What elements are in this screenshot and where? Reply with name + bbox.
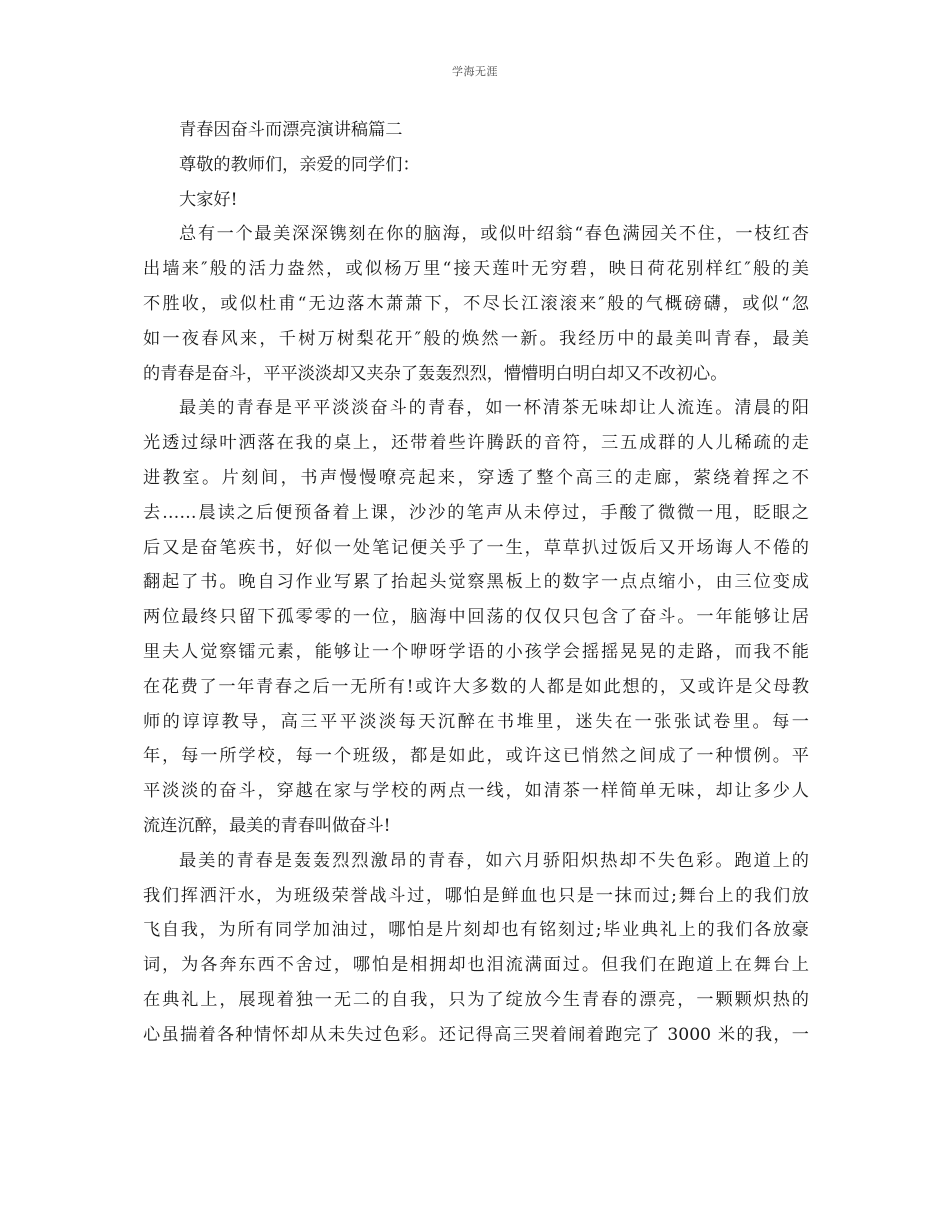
page-header: 学海无涯 (452, 65, 498, 78)
text-line: 出墙来″般的活力盎然，或似杨万里“接天莲叶无穷碧，映日荷花别样红″般的美 (143, 259, 809, 280)
text-line: 光透过绿叶洒落在我的桌上，还带着些许腾跃的音符，三五成群的人儿稀疏的走 (143, 433, 809, 454)
text-line: 心虽揣着各种情怀却从未失过色彩。还记得高三哭着闹着跑完了 3000 米的我，一 (143, 1024, 809, 1045)
text-line: 青春因奋斗而漂亮演讲稿篇二 (179, 120, 403, 140)
document-body (143, 113, 809, 1053)
text-line: 如一夜春风来，千树万树梨花开″般的焕然一新。我经历中的最美叫青春，最美 (143, 328, 809, 349)
text-line: 去……晨读之后便预备着上课，沙沙的笔声从未停过，手酸了微微一甩，眨眼之 (143, 502, 809, 523)
text-line: 进教室。片刻间，书声慢慢嘹亮起来，穿透了整个高三的走廊，萦绕着挥之不 (143, 467, 809, 488)
text-line: 总有一个最美深深镌刻在你的脑海，或似叶绍翁“春色满园关不住，一枝红杏 (179, 224, 809, 245)
text-line: 在花费了一年青春之后一无所有!或许大多数的人都是如此想的，又或许是父母教 (143, 676, 809, 697)
text-line: 翻起了书。晚自习作业写累了抬起头觉察黑板上的数字一点点缩小，由三位变成 (143, 572, 809, 593)
text-line: 年，每一所学校，每一个班级，都是如此，或许这已悄然之间成了一种惯例。平 (143, 746, 809, 767)
text-line: 在典礼上，展现着独一无二的自我，只为了绽放今生青春的漂亮，一颗颗炽热的 (143, 989, 809, 1010)
text-line: 的青春是奋斗，平平淡淡却又夹杂了轰轰烈烈，懵懵明白明白却又不改初心。 (143, 363, 728, 384)
text-line: 不胜收，或似杜甫“无边落木萧萧下，不尽长江滚滚来″般的气概磅礴，或似“忽 (143, 293, 809, 314)
text-line: 后又是奋笔疾书，好似一处笔记便关乎了一生，草草扒过饭后又开场诲人不倦的 (143, 537, 809, 558)
text-line: 尊敬的教师们，亲爱的同学们： (179, 154, 420, 175)
text-line: 最美的青春是平平淡淡奋斗的青春，如一杯清茶无味却让人流连。清晨的阳 (179, 398, 809, 419)
text-line: 两位最终只留下孤零零的一位，脑海中回荡的仅仅只包含了奋斗。一年能够让居 (143, 607, 809, 628)
text-line: 流连沉醉，最美的青春叫做奋斗! (143, 815, 391, 836)
text-line: 词，为各奔东西不舍过，哪怕是相拥却也泪流满面过。但我们在跑道上在舞台上 (143, 955, 809, 976)
text-line: 最美的青春是轰轰烈烈激昂的青春，如六月骄阳炽热却不失色彩。跑道上的 (179, 850, 809, 871)
text-line: 里夫人觉察镭元素，能够让一个咿呀学语的小孩学会摇摇晃晃的走路，而我不能 (143, 641, 809, 662)
text-line: 飞自我，为所有同学加油过，哪怕是片刻却也有铭刻过;毕业典礼上的我们各放豪 (143, 920, 809, 941)
text-line: 我们挥洒汗水，为班级荣誉战斗过，哪怕是鲜血也只是一抹而过;舞台上的我们放 (143, 885, 809, 906)
text-line: 平淡淡的奋斗，穿越在家与学校的两点一线，如清茶一样简单无味，却让多少人 (143, 781, 809, 802)
text-line: 大家好! (179, 189, 238, 210)
text-line: 师的谆谆教导，高三平平淡淡每天沉醉在书堆里，迷失在一张张试卷里。每一 (143, 711, 809, 732)
